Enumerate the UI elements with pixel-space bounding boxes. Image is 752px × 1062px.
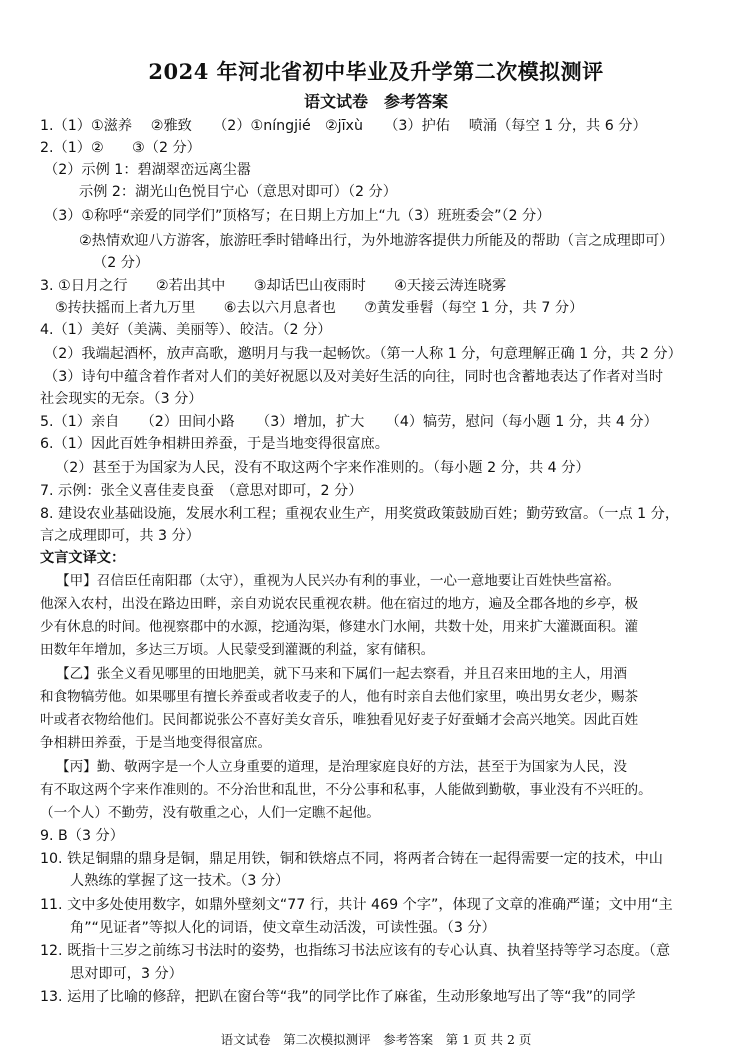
document-title: 2024 年河北省初中毕业及升学第二次模拟测评 [148,59,604,84]
answer-line: （2）甚至于为国家为人民，没有不取这两个字来作准则的。（每小题 2 分，共 4 分） [55,460,590,476]
answer-line: ⑤抟扶摇而上者九万里 ⑥去以六月息者也 ⑦黄发垂髫（每空 1 分，共 7 分） [55,300,584,316]
translation-line: 他深入农村，出没在路边田畔，亲自劝说农民重视农耕。他在宿过的地方，遍及全郡各地的乡亭，极 [40,596,639,612]
answer-line: 6.（1）因此百姓争相耕田养蚕，于是当地变得很富庶。 [40,436,389,452]
answer-line: （2）我端起酒杯，放声高歌，邀明月与我一起畅饮。（第一人称 1 分，句意理解正确 1 分，共 2 分） [44,346,682,362]
answer-line: 人熟练的掌握了这一技术。（3 分） [70,873,290,889]
translation-line: 少有休息的时间。他视察郡中的水源，挖通沟渠，修建水门水闸，共数十处，用来扩大灌溉面积。灌 [40,619,639,635]
answer-line: 1.（1）①滋养 ②雅致 （2）①níngjié ②jīxù （3）护佑 喷涌（每空 1 分，共 6 分） [40,118,647,134]
translation-line: 有不取这两个字来作准则的。不分治世和乱世，不分公事和私事，人能做到勤敬，事业没有不兴旺的。 [40,782,652,798]
section-heading: 文言文译文： [40,550,126,566]
answer-line: 言之成理即可，共 3 分） [40,528,200,544]
answer-line: 11. 文中多处使用数字，如鼎外壁刻文“77 行，共计 469 个字”，体现了文章的准确严谨；文中用“主 [40,897,673,913]
answer-line: 5.（1）亲自 （2）田间小路 （3）增加，扩大 （4）犒劳，慰问（每小题 1 分，共 4 分） [40,414,658,430]
answer-line: 示例 2：湖光山色悦目宁心（意思对即可）（2 分） [79,184,397,200]
translation-line: 【丙】勤、敬两字是一个人立身重要的道理，是治理家庭良好的方法，甚至于为国家为人民，没 [56,759,627,775]
answer-line: 13. 运用了比喻的修辞，把趴在窗台等“我”的同学比作了麻雀，生动形象地写出了等“我”的同学 [40,989,636,1005]
translation-line: 田数年年增加，多达三万顷。人民蒙受到灌溉的利益，家有储积。 [40,642,435,658]
translation-line: 争相耕田养蚕，于是当地变得很富庶。 [40,735,272,751]
answer-line: （3）①称呼“亲爱的同学们”顶格写；在日期上方加上“九（3）班班委会”（2 分） [44,208,551,224]
answer-line: 7. 示例：张全义喜佳麦良蚕 （意思对即可，2 分） [40,483,363,499]
document-subtitle: 语文试卷 参考答案 [303,92,448,111]
answer-line: 社会现实的无奈。（3 分） [40,391,203,407]
translation-line: 叶或者衣物给他们。民间都说张公不喜好美女音乐，唯独看见好麦子好蚕蛹才会高兴地笑。因此百姓 [40,712,639,728]
translation-line: 【乙】张全义看见哪里的田地肥美，就下马来和下属们一起去察看，并且召来田地的主人，用酒 [56,666,627,682]
page-footer: 语文试卷 第二次模拟测评 参考答案 第 1 页 共 2 页 [220,1032,532,1047]
answer-line: 角”“见证者”等拟人化的词语，使文章生动活泼，可读性强。（3 分） [70,920,496,936]
answer-line: 思对即可，3 分） [70,966,183,982]
answer-line: （3）诗句中蕴含着作者对人们的美好祝愿以及对美好生活的向往，同时也含蓄地表达了作者对当时 [44,369,664,385]
answer-line: （2）示例 1：碧湖翠峦远离尘嚣 [44,162,252,178]
answer-line: 8. 建设农业基础设施，发展水利工程；重视农业生产，用奖赏政策鼓励百姓；勤劳致富。（一点 1 分， [40,506,680,522]
translation-line: 【甲】召信臣任南阳郡（太守），重视为人民兴办有利的事业，一心一意地要让百姓快些富裕。 [56,573,621,589]
answer-line: 4.（1）美好（美满、美丽等）、皎洁。（2 分） [40,322,332,338]
translation-line: （一个人）不勤劳，没有敬重之心，人们一定瞧不起他。 [40,805,380,821]
answer-line: （2 分） [93,255,150,271]
answer-line: 9. B（3 分） [40,828,124,844]
translation-line: 和食物犒劳他。如果哪里有擅长养蚕或者收麦子的人，他有时亲自去他们家里，唤出男女老少，赐茶 [40,689,639,705]
answer-line: ②热情欢迎八方游客，旅游旺季时错峰出行，为外地游客提供力所能及的帮助（言之成理即可） [79,233,674,249]
answer-line: 3. ①日月之行 ②若出其中 ③却话巴山夜雨时 ④天接云涛连晓雾 [40,278,507,294]
answer-line: 10. 铁足铜鼎的鼎身是铜，鼎足用铁，铜和铁熔点不同，将两者合铸在一起得需要一定的技术，中山 [40,851,663,867]
answer-line: 12. 既指十三岁之前练习书法时的姿势，也指练习书法应该有的专心认真、执着坚持等学习态度。（意 [40,943,671,959]
answer-line: 2.（1）② ③（2 分） [40,140,201,156]
